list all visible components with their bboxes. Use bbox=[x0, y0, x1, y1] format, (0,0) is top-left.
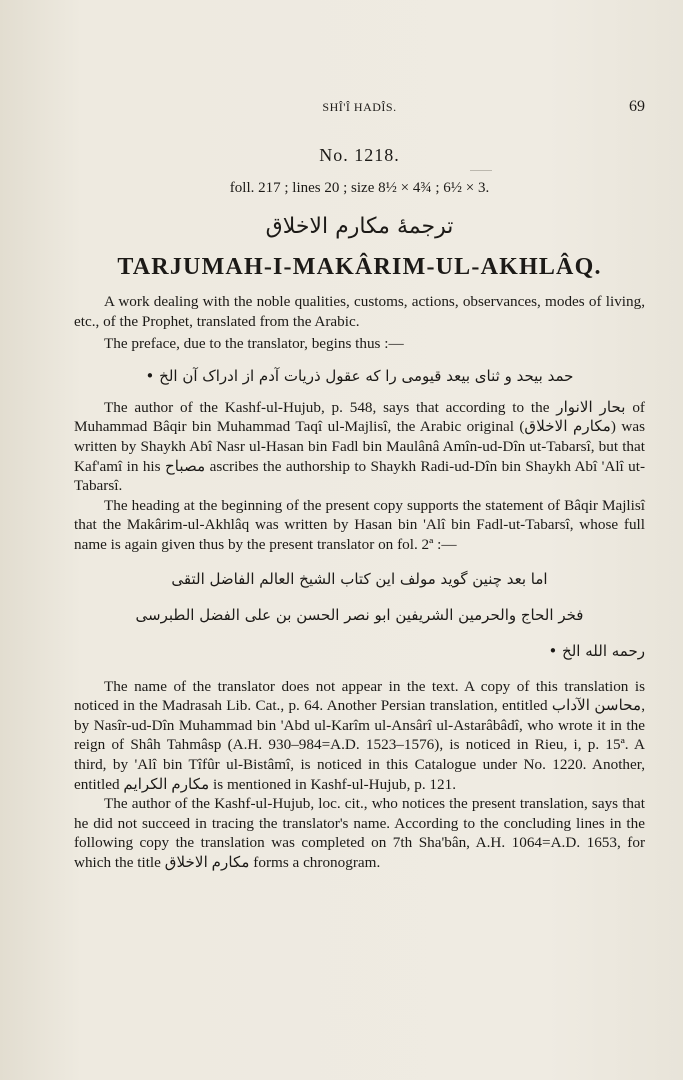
paragraph-translator: The name of the translator does not appear in the text. A copy of this translation is noticed in the Madrasah Lib. Cat., p. 64. Another Persian translation, entitled محاسن الآداب, by Nasîr-ud-Dîn Muhammad bin 'Abd ul-Karîm ul-Ansârî ul-Astarâbâdî, who wrote it in the reign of Shâh Tahmâsp (A.H. 930–984=A.D. 1523–1576), is noticed in Rieu, i, p. 15ª. A third, by 'Alî bin Tîfûr ul-Bistâmî, is noticed in this Catalogue under No. 1220. Another, entitled مکارم الکرایم is mentioned in Kashf-ul-Hujub, p. 121. bbox=[74, 677, 645, 793]
arabic-title: ترجمهٔ مکارم الاخلاق bbox=[265, 214, 454, 239]
paragraph-description: A work dealing with the noble qualities, customs, actions, observances, modes of living, etc., of the Prophet, translated from the Arabic. bbox=[74, 293, 645, 330]
entry-body bbox=[74, 292, 645, 872]
paragraph-heading: The heading at the beginning of the present copy supports the statement of Bâqir Majlisî that the Makârim-ul-Akhlâq was written by Hasan bin 'Alî bin Fadl-ut-Tabarsî, whose full name is again given thus by the present translator on fol. 2ª :— bbox=[74, 496, 645, 553]
arabic-preface-line: حمد بیحد و ثنای بیعد قیومی را که عقول ذریات آدم از ادراک آن الخ • bbox=[145, 366, 574, 385]
entry-title: TARJUMAH-I-MAKÂRIM-UL-AKHLÂQ. bbox=[117, 254, 602, 280]
paragraph-preface-intro: The preface, due to the translator, begins thus :— bbox=[104, 335, 404, 353]
folio-description: foll. 217 ; lines 20 ; size 8½ × 4¾ ; 6½ × 3. bbox=[229, 180, 490, 196]
catalogue-number: No. 1218. bbox=[319, 145, 400, 165]
arabic-quote-line-1: اما بعد چنین گوید مولف این کتاب الشیخ العالم الفاضل التقی bbox=[171, 569, 548, 588]
page-number: 69 bbox=[629, 98, 645, 115]
paragraph-authorship: The author of the Kashf-ul-Hujub, p. 548, says that according to the بحار الانوار of Muhammad Bâqir bin Muhammad Taqî ul-Majlisî, the Arabic original (مکارم الاخلاق) was written by Shaykh Abî Nasr ul-Hasan bin Fadl bin Maulânâ Amîn-ud-Dîn ut-Tabarsî, but that Kaf'amî in his مصباح ascribes the authorship to Shaykh Radi-ud-Dîn bin Shaykh Abî 'Alî ut-Tabarsî. bbox=[74, 398, 645, 495]
paragraph-chronogram: The author of the Kashf-ul-Hujub, loc. cit., who notices the present translation, says that he did not succeed in tracing the translator's name. According to the concluding lines in the following copy the translation was completed on 7th Sha'bân, A.H. 1064=A.D. 1653, for which the title مکارم الاخلاق forms a chronogram. bbox=[74, 795, 645, 871]
page-header bbox=[74, 100, 645, 122]
arabic-quote-block bbox=[74, 561, 645, 669]
arabic-quote-line-3: رحمه الله الخ • bbox=[548, 641, 645, 660]
arabic-quote-line-2: فخر الحاج والحرمین الشریفین ابو نصر الحسن بن علی الفضل الطبرسی bbox=[135, 605, 584, 624]
running-title: SHÎ'Î HADÎS. bbox=[322, 100, 397, 114]
